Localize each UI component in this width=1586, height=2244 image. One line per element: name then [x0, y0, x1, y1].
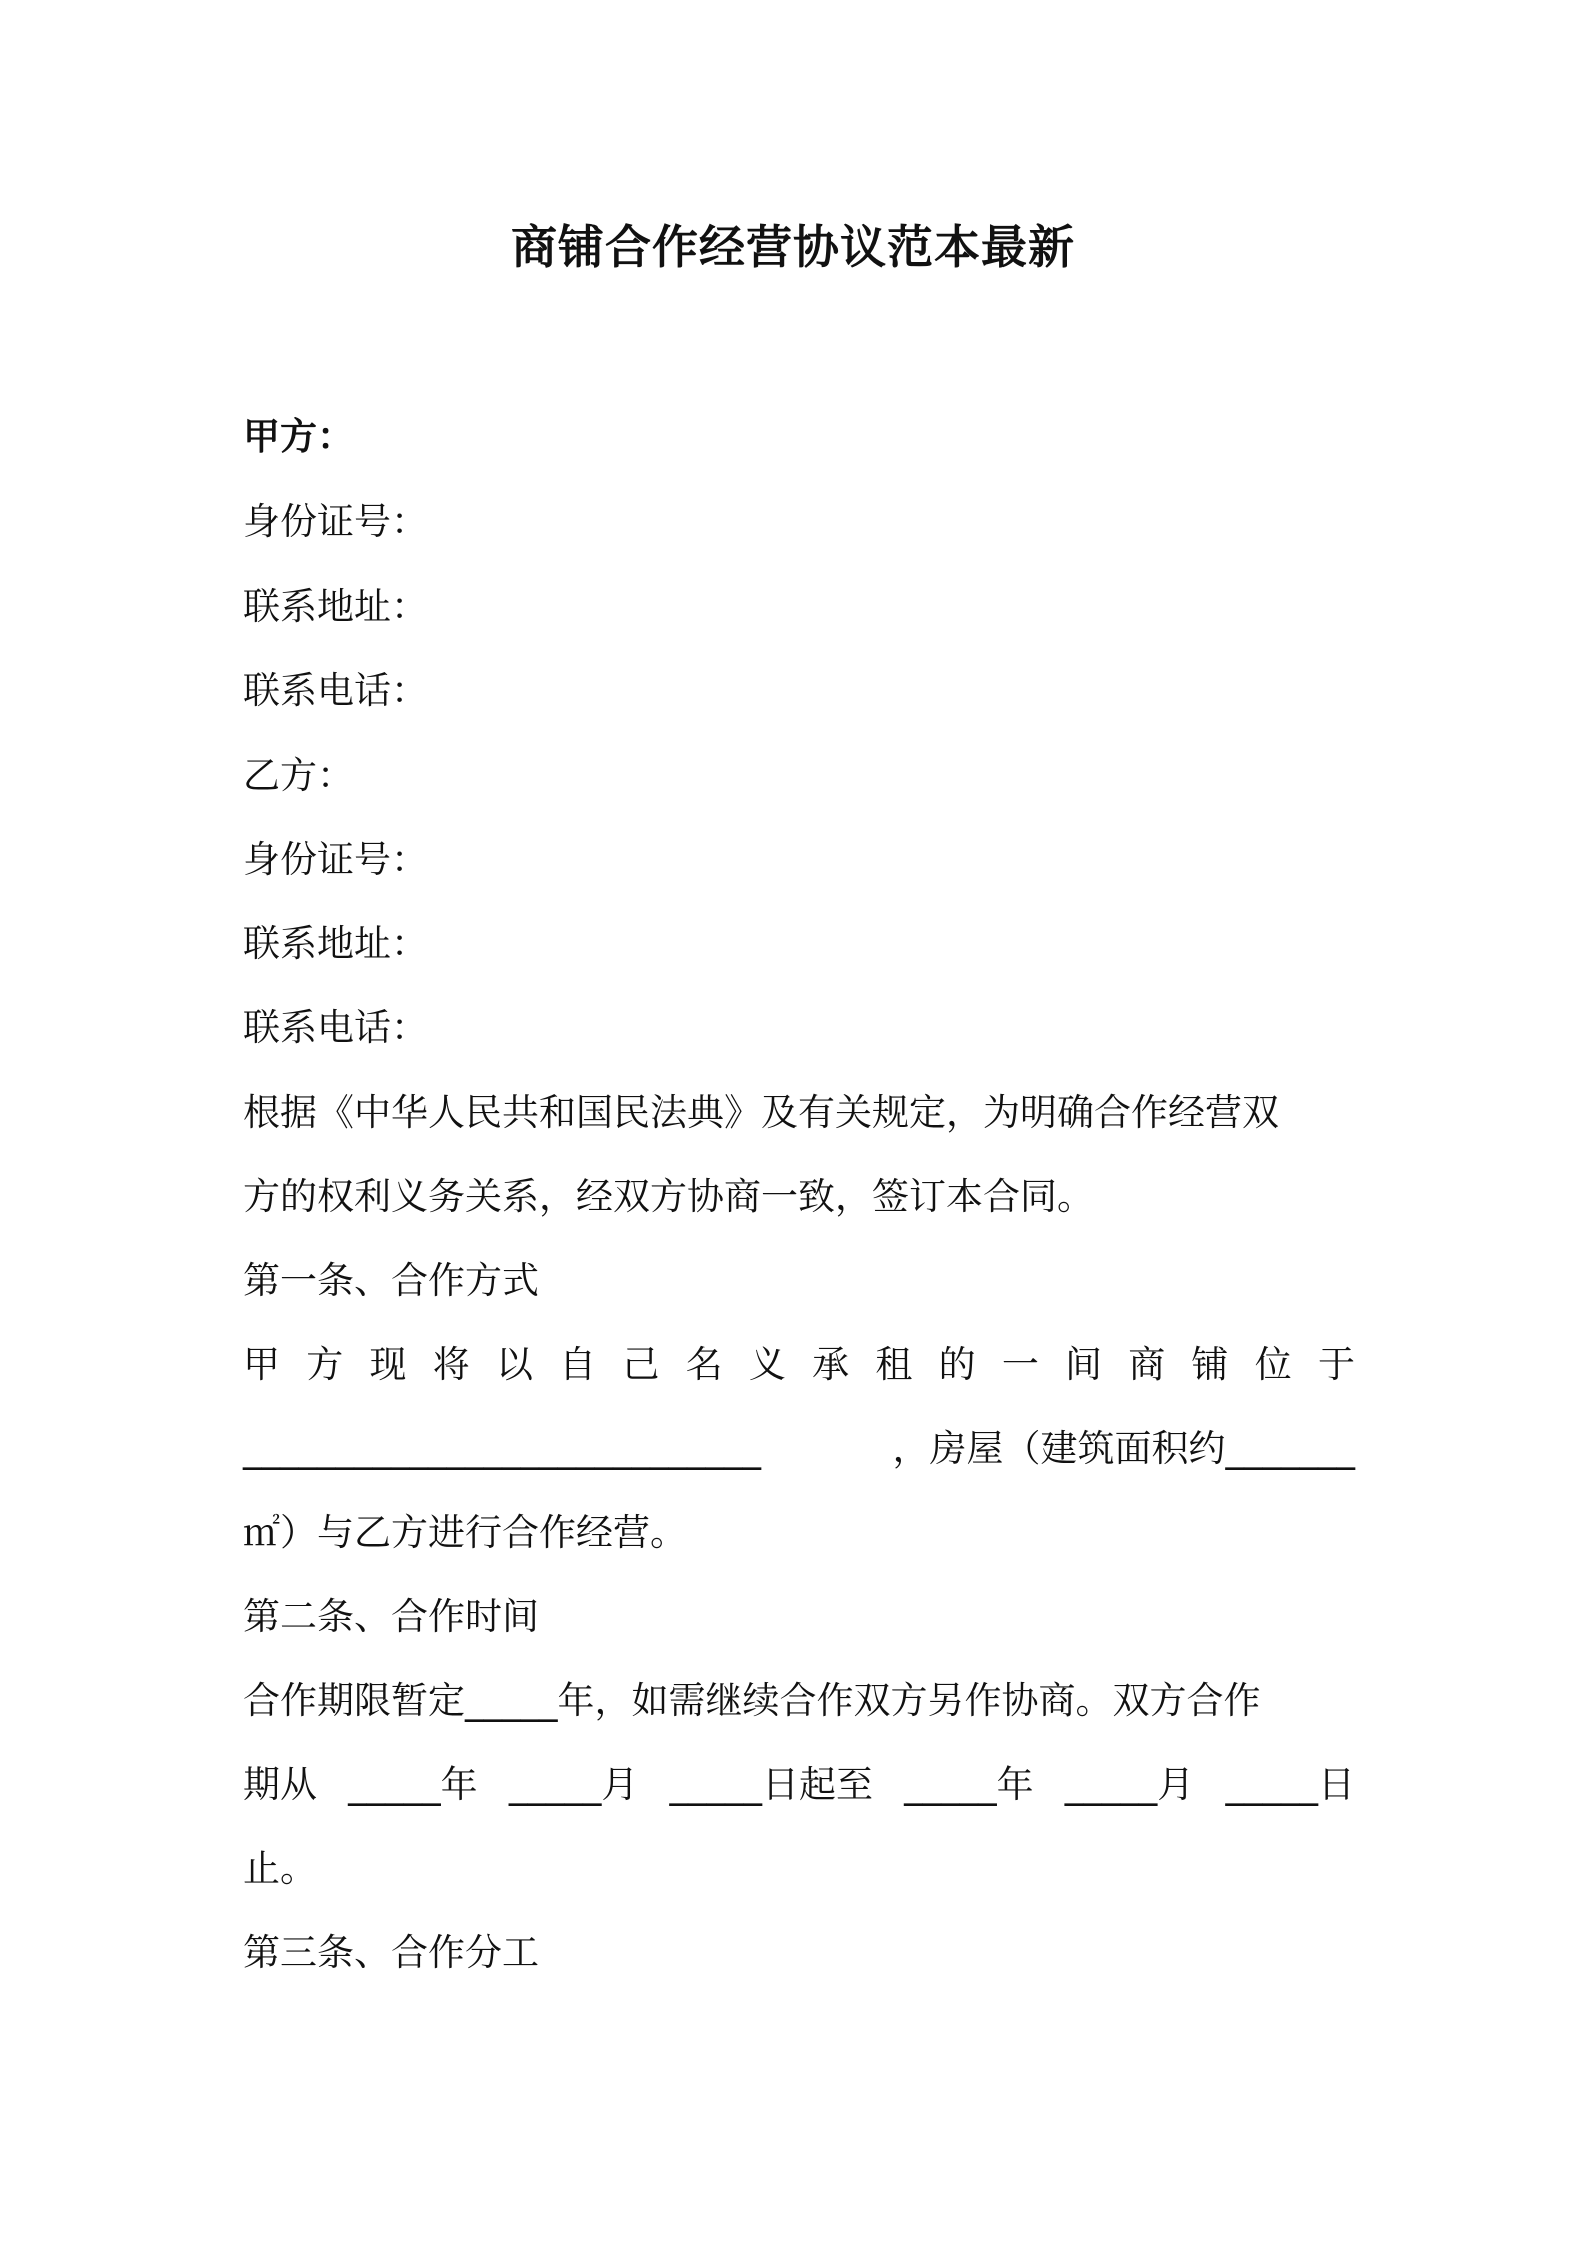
- party-a-id-label: 身份证号：: [243, 500, 428, 543]
- preamble-line-1: 根据《中华人民共和国民法典》及有关规定，为明确合作经营双: [243, 1091, 1279, 1134]
- party-b-phone-label: 联系电话：: [243, 1006, 428, 1049]
- article-1-char: 商: [1128, 1343, 1166, 1386]
- date-part: 期从: [243, 1763, 317, 1806]
- article-1-heading: 第一条、合作方式: [243, 1259, 539, 1302]
- article-2-line-1: 合作期限暂定_____年，如需继续合作双方另作协商。双方合作: [243, 1679, 1261, 1722]
- party-b-label: 乙方：: [243, 754, 354, 797]
- date-part: _____年: [348, 1763, 478, 1806]
- article-1-char: 义: [748, 1343, 786, 1386]
- date-part: _____年: [904, 1763, 1034, 1806]
- article-1-char: 的: [938, 1343, 976, 1386]
- party-b-id-label: 身份证号：: [243, 838, 428, 881]
- article-1-char: 将: [432, 1343, 470, 1386]
- article-1-char: 现: [369, 1343, 407, 1386]
- article-1-line-2: [243, 1422, 1355, 1476]
- article-1-char: 甲: [243, 1343, 280, 1386]
- article-1-char: 铺: [1191, 1343, 1229, 1386]
- area-text: ，房屋（建筑面积约_______: [892, 1427, 1355, 1470]
- article-1-line-3: ㎡）与乙方进行合作经营。: [243, 1511, 687, 1554]
- article-1-char: 承: [812, 1343, 850, 1386]
- article-1-char: 一: [1001, 1343, 1039, 1386]
- article-1-char: 于: [1317, 1343, 1355, 1386]
- article-2-heading: 第二条、合作时间: [243, 1595, 539, 1638]
- article-1-char: 自: [559, 1343, 597, 1386]
- party-b-address-label: 联系地址：: [243, 922, 428, 965]
- date-part: _____日: [1225, 1763, 1355, 1806]
- preamble-line-2: 方的权利义务关系，经双方协商一致，签订本合同。: [243, 1175, 1094, 1218]
- party-a-address-label: 联系地址：: [243, 585, 428, 628]
- article-1-line-1: [243, 1338, 1355, 1392]
- article-1-char: 间: [1065, 1343, 1103, 1386]
- party-a-label: 甲方：: [243, 415, 354, 458]
- date-part: _____日起至: [669, 1763, 873, 1806]
- article-1-char: 位: [1254, 1343, 1292, 1386]
- article-1-char: 租: [875, 1343, 913, 1386]
- article-2-line-3: 止。: [243, 1847, 317, 1890]
- party-a-phone-label: 联系电话：: [243, 669, 428, 712]
- article-1-char: 方: [306, 1343, 344, 1386]
- article-2-line-2: [243, 1758, 1355, 1812]
- date-part: _____月: [508, 1763, 639, 1806]
- document-title: 商铺合作经营协议范本最新: [511, 220, 1075, 274]
- location-blank: ____________________________: [243, 1427, 761, 1470]
- article-1-char: 己: [622, 1343, 660, 1386]
- date-part: _____月: [1064, 1763, 1195, 1806]
- article-1-char: 名: [685, 1343, 723, 1386]
- article-3-heading: 第三条、合作分工: [243, 1931, 539, 1974]
- article-1-char: 以: [495, 1343, 533, 1386]
